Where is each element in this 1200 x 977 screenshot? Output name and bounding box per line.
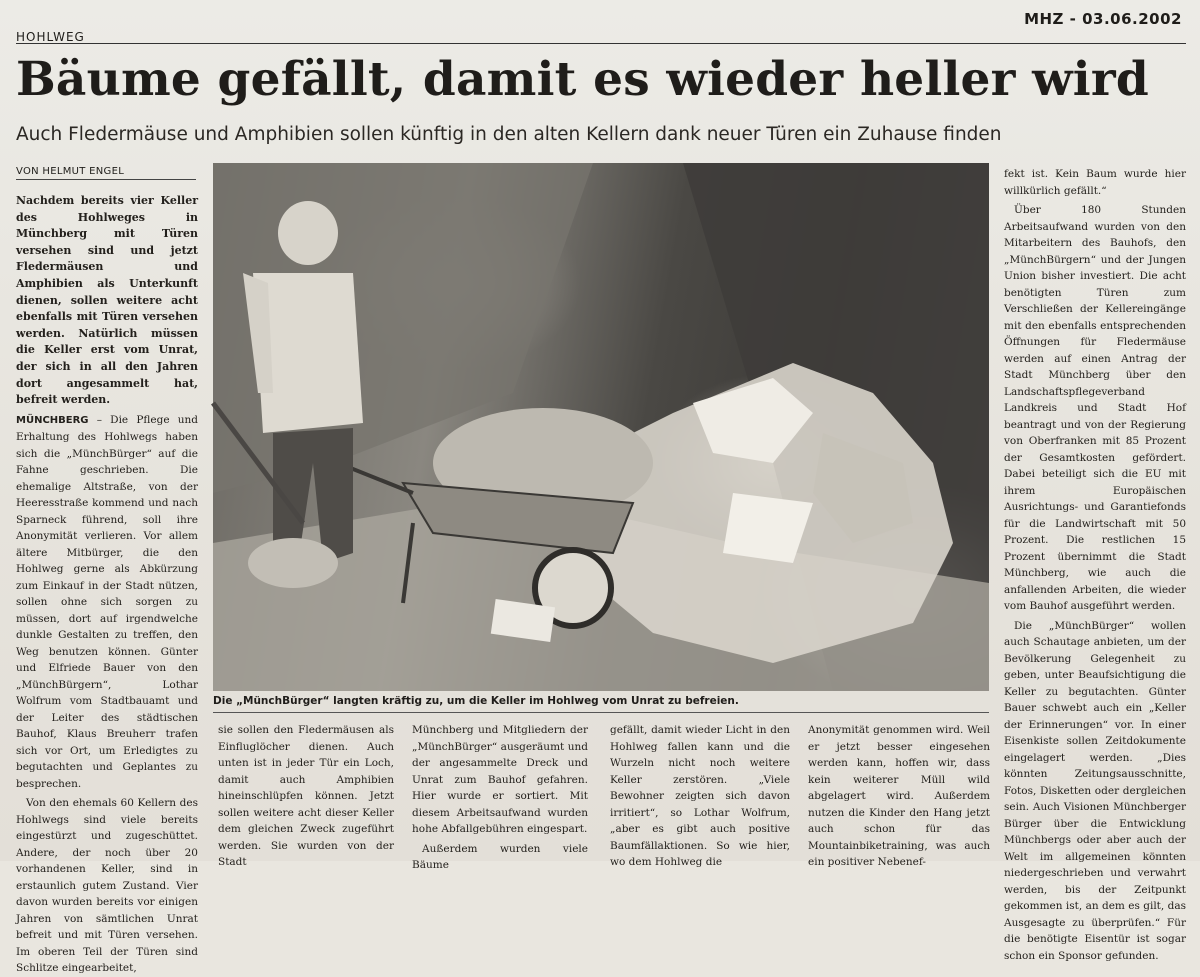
caption-rule (213, 712, 989, 713)
top-rule (16, 43, 1186, 44)
article-column-5 (808, 722, 990, 868)
article-column-6 (1004, 166, 1186, 962)
article-paragraph: Münchberg und Mitgliedern der „MünchBürger“ ausgeräumt und der angesammelte Dreck und Unrat zum Bauhof gefahren. Hier wurde er sortiert. Mit diesem Arbeitsaufwand wurden hohe Abfallgebühren eingespart. (412, 724, 588, 835)
article-paragraph: Über 180 Stunden Arbeitsaufwand wurden von den Mitarbeitern des Bauhofs, den „MünchBürgern“ und der Jungen Union bisher investiert. Die acht benötigten Türen zum Verschließen der Kellereingänge mit den ebenfalls entsprechenden Öffnungen für Fledermäuse werden auf einen Antrag der Stadt Münchberg über den Landschaftspflegeverband Landkreis und Stadt Hof beantragt und von der Regierung von Oberfranken mit 85 Prozent der Gesamtkosten gefördert. Dabei beteiligt sich die EU mit ihrem Europäischen Ausrichtungs- und Garantiefonds für die Landwirtschaft mit 50 Prozent. Die restlichen 15 Prozent übernimmt die Stadt Münchberg, wie auch die anfallenden Arbeiten, die wieder vom Bauhof ausgeführt werden. (1004, 204, 1186, 612)
article-paragraph: Von den ehemals 60 Kellern des Hohlwegs sind viele bereits eingestürzt und zugeschüttet. Andere, der noch über 20 vorhandenen Keller, sind in erstaunlich gutem Zustand. Vier davon wurden bereits vor einigen Jahren von sämtlichen Unrat befreit und mit Türen versehen. Im oberen Teil der Türen sind Schlitze eingearbeitet, (16, 797, 198, 975)
article-paragraph: fekt ist. Kein Baum wurde hier willkürlich gefällt.“ (1004, 168, 1186, 197)
article-column-4 (610, 722, 790, 868)
author-byline: VON HELMUT ENGEL (16, 166, 196, 180)
article-paragraph: Anonymität genommen wird. Weil er jetzt besser eingesehen werden kann, hoffen wir, dass kein weiterer Müll wild abgelagert wird. Außerdem nutzen die Kinder den Hang jetzt auch schon für das Mountainbiketraining, was auch ein positiver Nebenef- (808, 724, 990, 868)
headline: Bäume gefällt, damit es wieder heller wird (16, 52, 1149, 107)
article-text: – Die Pflege und Erhaltung des Hohlwegs haben sich die „MünchBürger“ auf die Fahne geschrieben. Die ehemalige Altstraße, von der Heeresstraße kommend und nach Sparneck führend, soll ihre Anonymität verlieren. Vor allem ältere Mitbürger, die den Hohlweg gerne als Abkürzung zum Einkauf in der Stadt nützen, sollen ohne sich sorgen zu müssen, dort auf irgendwelche dunkle Gestalten zu treffen, den Weg benutzen können. Günter und Elfriede Bauer von den „MünchBürgern“, Lothar Wolfrum vom Stadtbauamt und der Leiter des städtischen Bauhof, Klaus Breuherr trafen sich vor Ort, um Erledigtes zu begutachten und Geplantes zu besprechen. (16, 413, 198, 790)
subheadline: Auch Fledermäuse und Amphibien sollen künftig in den alten Kellern dank neuer Türen ein Zuhause finden (16, 124, 1002, 145)
article-paragraph (16, 412, 198, 793)
article-column-3 (412, 722, 588, 871)
article-lead: Nachdem bereits vier Keller des Hohlweges in Münchberg mit Türen versehen sind und jetzt Fledermäusen und Amphibien als Unterkunft dienen, sollen weitere acht ebenfalls mit Türen versehen werden. Natürlich müssen die Keller erst vom Unrat, der sich in all den Jahren dort angesammelt hat, befreit werden. (16, 194, 198, 407)
article-paragraph: gefällt, damit wieder Licht in den Hohlweg fallen kann und die Wurzeln nicht noch weitere Keller zerstören. „Viele Bewohner zeigten sich davon irritiert“, so Lothar Wolfrum, „aber es gibt auch positive Baumfällaktionen. So wie hier, wo dem Hohlweg die (610, 724, 790, 868)
article-photo (213, 163, 989, 691)
article-paragraph: Außerdem wurden viele Bäume (412, 842, 588, 871)
article-column-2 (218, 722, 394, 868)
article-column-1 (16, 193, 198, 975)
dateline: MÜNCHBERG (16, 414, 89, 426)
photo-illustration (213, 163, 989, 691)
section-label: HOHLWEG (16, 30, 85, 44)
article-paragraph: Die „MünchBürger“ wollen auch Schautage anbieten, um der Bevölkerung Gelegenheit zu geben, unter Beaufsichtigung die Keller zu begutachten. Günter Bauer schwebt auch ein „Keller der Erinnerungen“ vor. In einer Eisenkiste sollen Zeitdokumente eingelagert werden. „Dies könnten Zeitungsausschnitte, Fotos, Disketten oder dergleichen sein. Auch Visionen Münchberger Bürger über die Entwicklung Münchbergs oder aber auch der Welt im allgemeinen könnten niedergeschrieben und verwahrt werden, bis der Zeitpunkt gekommen ist, an dem es gilt, das Ausgesagte zu überprüfen.“ Für die benötigte Eisentür ist sogar schon ein Sponsor gefunden. (1004, 619, 1186, 962)
article-paragraph: sie sollen den Fledermäusen als Einfluglöcher dienen. Auch unten ist in jeder Tür ein Loch, damit auch Amphibien hineinschlüpfen können. Jetzt sollen weitere acht dieser Keller dem gleichen Zweck zugeführt werden. Sie wurden von der Stadt (218, 724, 394, 868)
photo-caption: Die „MünchBürger“ langten kräftig zu, um die Keller im Hohlweg vom Unrat zu befreien. (213, 695, 739, 707)
source-date-stamp: MHZ - 03.06.2002 (1024, 10, 1182, 28)
